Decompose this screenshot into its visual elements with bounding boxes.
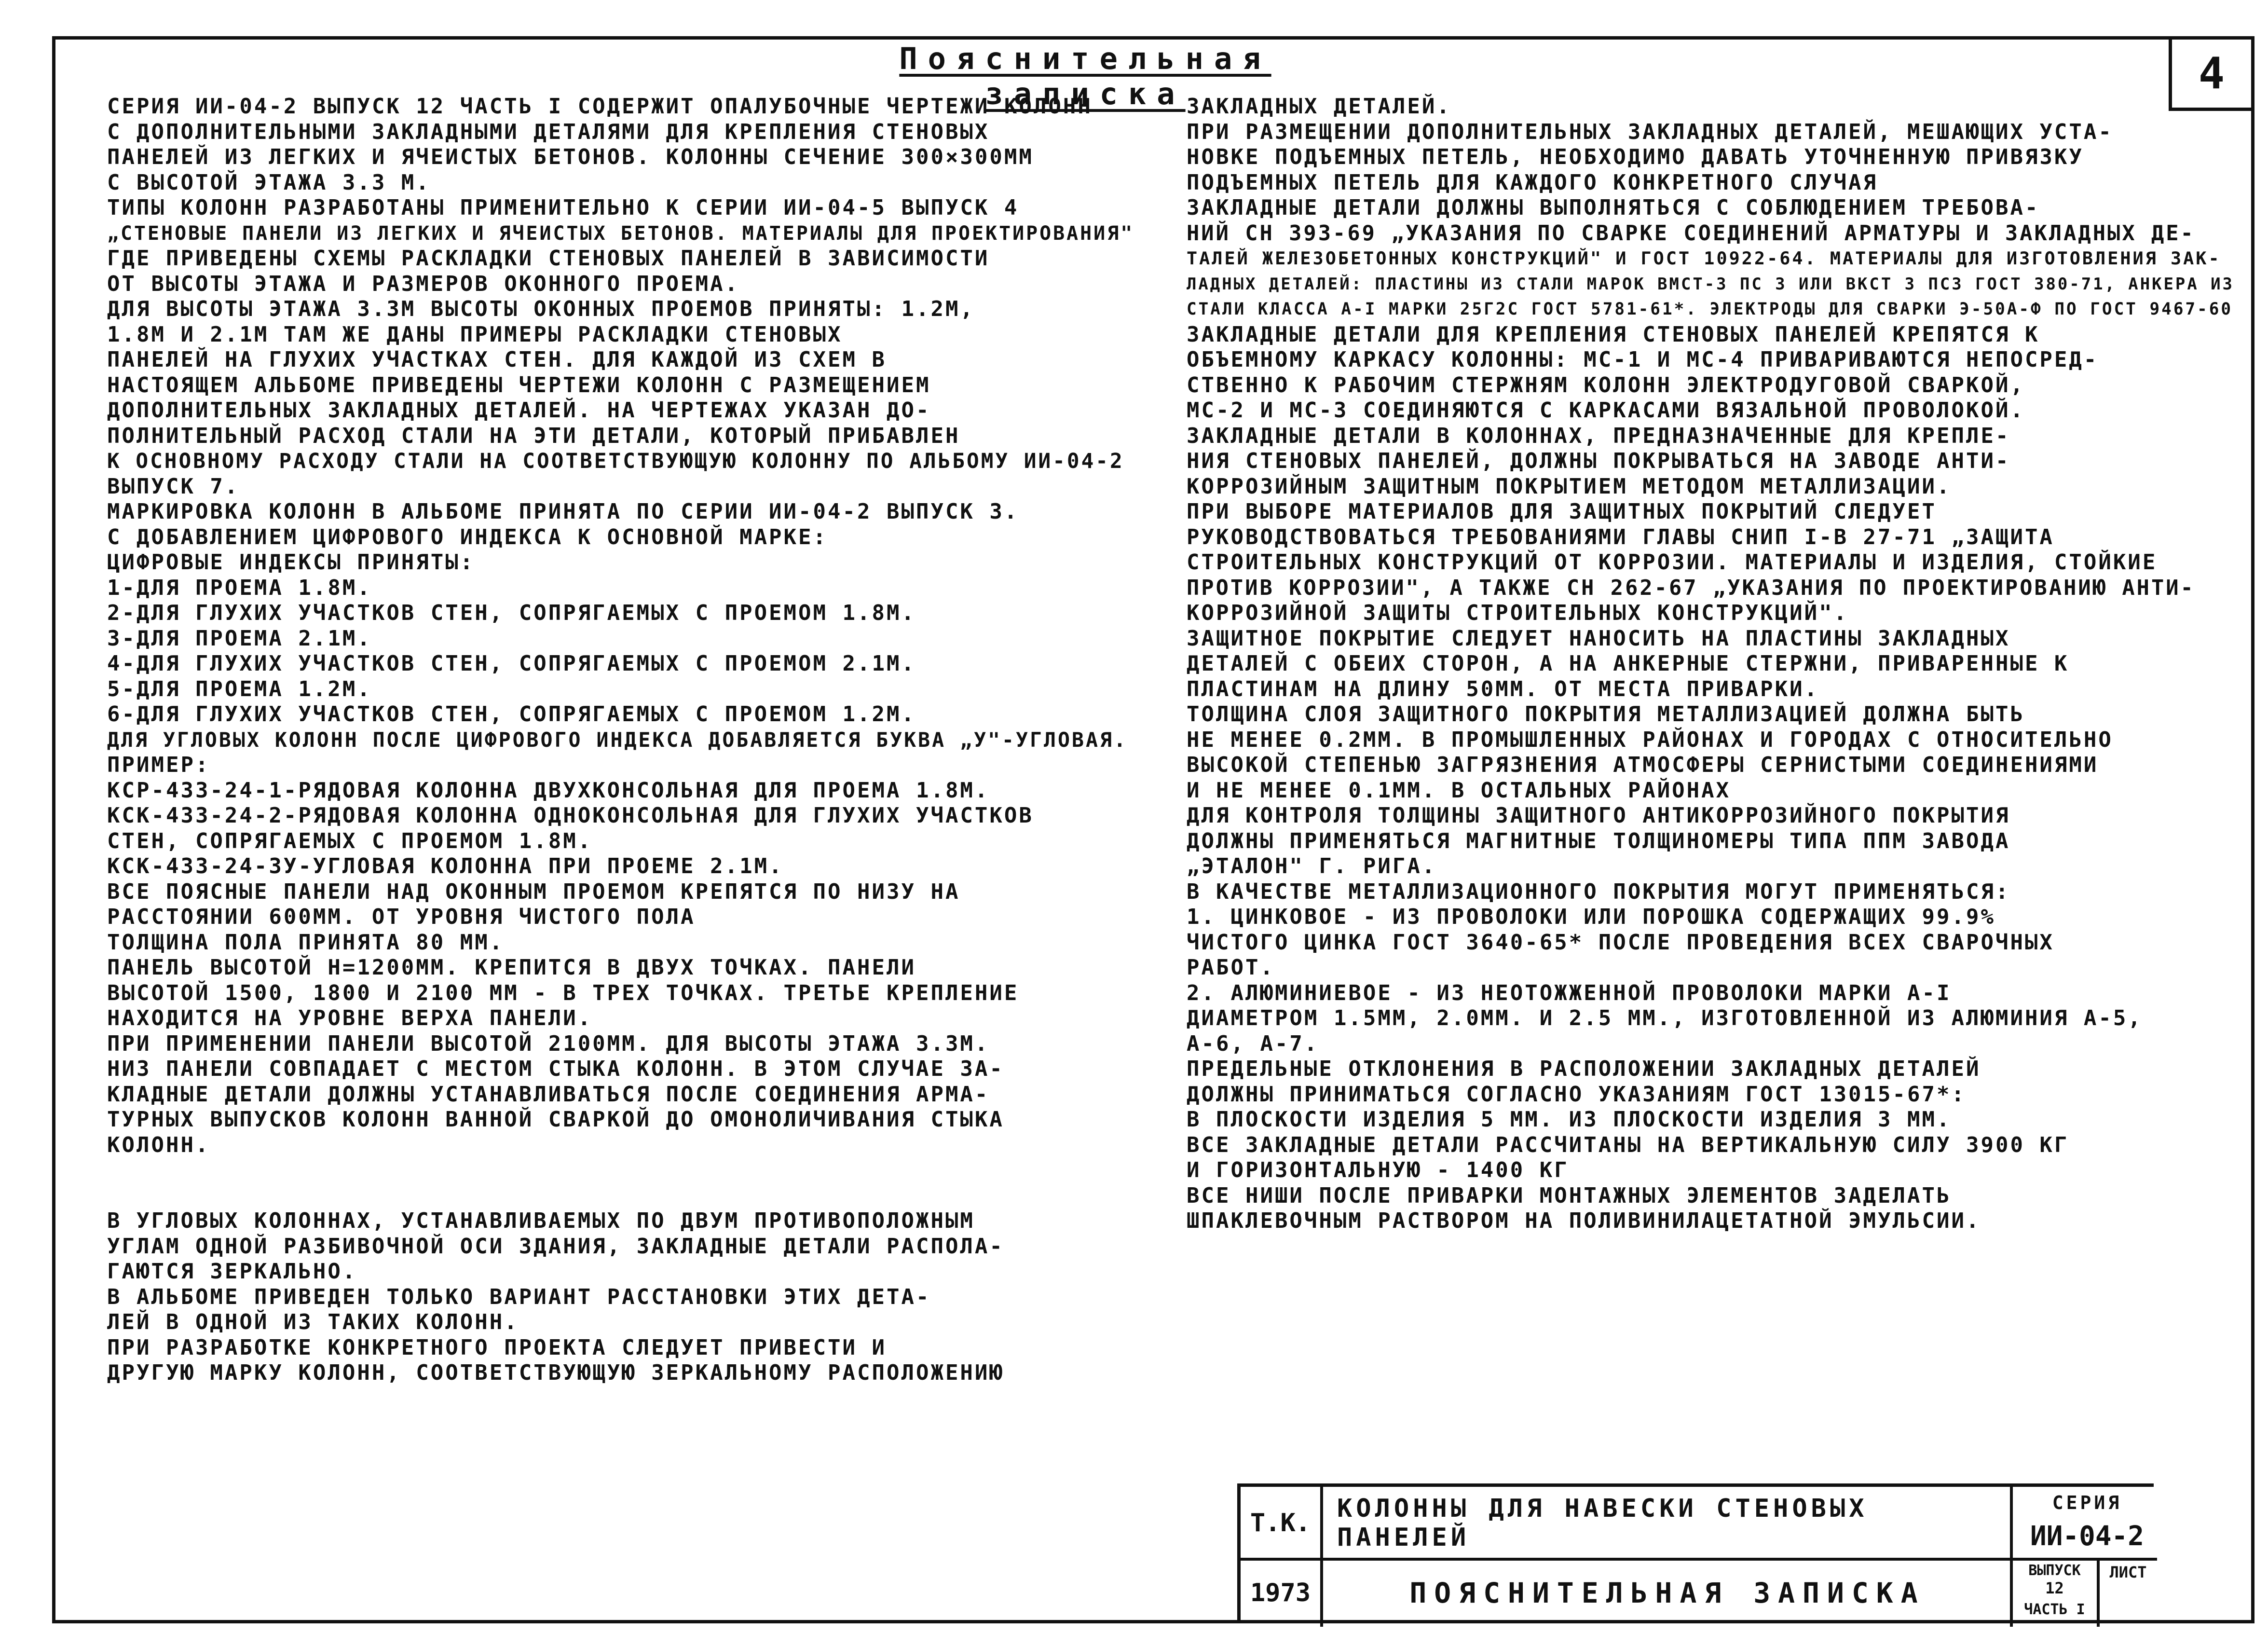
text-line: ПЛАСТИНАМ НА ДЛИНУ 50ММ. ОТ МЕСТА ПРИВАРКИ.	[1187, 676, 1819, 701]
text-line: ТОЛЩИНА ПОЛА ПРИНЯТА 80 ММ.	[107, 930, 505, 955]
text-line: 4-ДЛЯ ГЛУХИХ УЧАСТКОВ СТЕН, СОПРЯГАЕМЫХ С ПРОЕМОМ 2.1М.	[107, 651, 916, 676]
text-line: ПАНЕЛЬ ВЫСОТОЙ Н=1200ММ. КРЕПИТСЯ В ДВУХ ТОЧКАХ. ПАНЕЛИ	[107, 955, 916, 980]
text-line: КСК-433-24-3У-УГЛОВАЯ КОЛОННА ПРИ ПРОЕМЕ 2.1М.	[107, 854, 784, 878]
text-line: СТЕН, СОПРЯГАЕМЫХ С ПРОЕМОМ 1.8М.	[107, 828, 593, 853]
text-line: ДИАМЕТРОМ 1.5ММ, 2.0ММ. И 2.5 ММ., ИЗГОТОВЛЕННОЙ ИЗ АЛЮМИНИЯ А-5,	[1187, 1006, 2143, 1030]
stamp-sheet-label: ЛИСТ	[2109, 1563, 2147, 1581]
text-line: СТРОИТЕЛЬНЫХ КОНСТРУКЦИЙ ОТ КОРРОЗИИ. МАТЕРИАЛЫ И ИЗДЕЛИЯ, СТОЙКИЕ	[1187, 550, 2158, 575]
stamp-series-label: СЕРИЯ	[2052, 1492, 2122, 1513]
text-line: „СТЕНОВЫЕ ПАНЕЛИ ИЗ ЛЕГКИХ И ЯЧЕИСТЫХ БЕТОНОВ. МАТЕРИАЛЫ ДЛЯ ПРОЕКТИРОВАНИЯ"	[107, 222, 1134, 245]
text-line: ЗАКЛАДНЫЕ ДЕТАЛИ ДЛЯ КРЕПЛЕНИЯ СТЕНОВЫХ ПАНЕЛЕЙ КРЕПЯТСЯ К	[1187, 322, 2040, 347]
document-title: Пояснительная записка	[899, 41, 1271, 111]
right-text-column	[1187, 94, 2234, 1234]
text-line: ЗАКЛАДНЫЕ ДЕТАЛИ В КОЛОННАХ, ПРЕДНАЗНАЧЕННЫЕ ДЛЯ КРЕПЛЕ-	[1187, 423, 2010, 448]
text-line: НИЙ СН 393-69 „УКАЗАНИЯ ПО СВАРКЕ СОЕДИНЕНИЙ АРМАТУРЫ И ЗАКЛАДНЫХ ДЕ-	[1187, 220, 2195, 246]
text-line: КСР-433-24-1-РЯДОВАЯ КОЛОННА ДВУХКОНСОЛЬНАЯ ДЛЯ ПРОЕМА 1.8М.	[107, 778, 990, 803]
text-line: ПОЛНИТЕЛЬНЫЙ РАСХОД СТАЛИ НА ЭТИ ДЕТАЛИ, КОТОРЫЙ ПРИБАВЛЕН	[107, 423, 960, 448]
text-line: НИЗ ПАНЕЛИ СОВПАДАЕТ С МЕСТОМ СТЫКА КОЛОНН. В ЭТОМ СЛУЧАЕ ЗА-	[107, 1057, 1004, 1081]
text-line: РАССТОЯНИИ 600ММ. ОТ УРОВНЯ ЧИСТОГО ПОЛА	[107, 905, 696, 929]
text-line: НИЯ СТЕНОВЫХ ПАНЕЛЕЙ, ДОЛЖНЫ ПОКРЫВАТЬСЯ НА ЗАВОДЕ АНТИ-	[1187, 449, 2010, 473]
text-line: И ГОРИЗОНТАЛЬНУЮ - 1400 КГ	[1187, 1158, 1569, 1182]
text-line: А-6, А-7.	[1187, 1031, 1319, 1056]
page-number: 4	[2169, 36, 2254, 111]
text-line: И НЕ МЕНЕЕ 0.1ММ. В ОСТАЛЬНЫХ РАЙОНАХ	[1187, 778, 1731, 803]
text-line: РАБОТ.	[1187, 955, 1275, 980]
text-line: ПРИ РАЗМЕЩЕНИИ ДОПОЛНИТЕЛЬНЫХ ЗАКЛАДНЫХ ДЕТАЛЕЙ, МЕШАЮЩИХ УСТА-	[1187, 119, 2113, 144]
text-line: С ВЫСОТОЙ ЭТАЖА 3.3 М.	[107, 170, 431, 195]
text-line: ШПАКЛЕВОЧНЫМ РАСТВОРОМ НА ПОЛИВИНИЛАЦЕТАТНОЙ ЭМУЛЬСИИ.	[1187, 1208, 1981, 1233]
text-line: 6-ДЛЯ ГЛУХИХ УЧАСТКОВ СТЕН, СОПРЯГАЕМЫХ С ПРОЕМОМ 1.2М.	[107, 702, 916, 727]
text-line: С ДОПОЛНИТЕЛЬНЫМИ ЗАКЛАДНЫМИ ДЕТАЛЯМИ ДЛЯ КРЕПЛЕНИЯ СТЕНОВЫХ	[107, 119, 990, 144]
text-line: РУКОВОДСТВОВАТЬСЯ ТРЕБОВАНИЯМИ ГЛАВЫ СНИП I-В 27-71 „ЗАЩИТА	[1187, 524, 2054, 549]
text-line: ЛЕЙ В ОДНОЙ ИЗ ТАКИХ КОЛОНН.	[107, 1310, 519, 1334]
text-line: 5-ДЛЯ ПРОЕМА 1.2М.	[107, 676, 372, 701]
text-line: ДОЛЖНЫ ПРИНИМАТЬСЯ СОГЛАСНО УКАЗАНИЯМ ГОСТ 13015-67*:	[1187, 1082, 1966, 1107]
text-line: ДЛЯ КОНТРОЛЯ ТОЛЩИНЫ ЗАЩИТНОГО АНТИКОРРОЗИЙНОГО ПОКРЫТИЯ	[1187, 803, 2010, 828]
stamp-sheet-name: ПОЯСНИТЕЛЬНАЯ ЗАПИСКА	[1409, 1577, 1926, 1609]
text-line: ДРУГУЮ МАРКУ КОЛОНН, СООТВЕТСТВУЮЩУЮ ЗЕРКАЛЬНОМУ РАСПОЛОЖЕНИЮ	[107, 1360, 1004, 1385]
text-line: ДОЛЖНЫ ПРИМЕНЯТЬСЯ МАГНИТНЫЕ ТОЛЩИНОМЕРЫ ТИПА ППМ ЗАВОДА	[1187, 828, 2010, 853]
text-line: ДЛЯ УГЛОВЫХ КОЛОНН ПОСЛЕ ЦИФРОВОГО ИНДЕКСА ДОБАВЛЯЕТСЯ БУКВА „У"-УГЛОВАЯ.	[107, 727, 1128, 752]
text-line: НЕ МЕНЕЕ 0.2ММ. В ПРОМЫШЛЕННЫХ РАЙОНАХ И ГОРОДАХ С ОТНОСИТЕЛЬНО	[1187, 727, 2113, 752]
text-line: 1. ЦИНКОВОЕ - ИЗ ПРОВОЛОКИ ИЛИ ПОРОШКА СОДЕРЖАЩИХ 99.9%	[1187, 905, 1995, 929]
text-line: ПРИМЕР:	[107, 753, 210, 777]
text-line: СТВЕННО К РАБОЧИМ СТЕРЖНЯМ КОЛОНН ЭЛЕКТРОДУГОВОЙ СВАРКОЙ,	[1187, 372, 2025, 398]
text-line: 2-ДЛЯ ГЛУХИХ УЧАСТКОВ СТЕН, СОПРЯГАЕМЫХ С ПРОЕМОМ 1.8М.	[107, 601, 916, 625]
text-line: „ЭТАЛОН" Г. РИГА.	[1187, 854, 1437, 878]
stamp-tk: Т.К.	[1250, 1509, 1311, 1537]
text-line: В УГЛОВЫХ КОЛОННАХ, УСТАНАВЛИВАЕМЫХ ПО ДВУМ ПРОТИВОПОЛОЖНЫМ	[107, 1208, 975, 1233]
text-line: ЦИФРОВЫЕ ИНДЕКСЫ ПРИНЯТЫ:	[107, 550, 475, 575]
text-line: ВЫСОТОЙ 1500, 1800 И 2100 ММ - В ТРЕХ ТОЧКАХ. ТРЕТЬЕ КРЕПЛЕНИЕ	[107, 980, 1019, 1005]
text-line: ЧИСТОГО ЦИНКА ГОСТ 3640-65* ПОСЛЕ ПРОВЕДЕНИЯ ВСЕХ СВАРОЧНЫХ	[1187, 930, 2054, 955]
text-line: НАХОДИТСЯ НА УРОВНЕ ВЕРХА ПАНЕЛИ.	[107, 1006, 593, 1030]
text-line: 2. АЛЮМИНИЕВОЕ - ИЗ НЕОТОЖЖЕННОЙ ПРОВОЛОКИ МАРКИ А-I	[1187, 980, 1952, 1005]
text-line: КСК-433-24-2-РЯДОВАЯ КОЛОННА ОДНОКОНСОЛЬНАЯ ДЛЯ ГЛУХИХ УЧАСТКОВ	[107, 803, 1034, 828]
text-line: ПАНЕЛЕЙ ИЗ ЛЕГКИХ И ЯЧЕИСТЫХ БЕТОНОВ. КОЛОННЫ СЕЧЕНИЕ 300×300ММ	[107, 145, 1034, 169]
text-line: ТАЛЕЙ ЖЕЛЕЗОБЕТОННЫХ КОНСТРУКЦИЙ" И ГОСТ 10922-64. МАТЕРИАЛЫ ДЛЯ ИЗГОТОВЛЕНИЯ ЗАК-	[1187, 248, 2221, 269]
text-line: 3-ДЛЯ ПРОЕМА 2.1М.	[107, 626, 372, 651]
text-line: ДЕТАЛЕЙ С ОБЕИХ СТОРОН, А НА АНКЕРНЫЕ СТЕРЖНИ, ПРИВАРЕННЫЕ К	[1187, 651, 2069, 676]
text-line: СТАЛИ КЛАССА А-I МАРКИ 25Г2С ГОСТ 5781-61*. ЭЛЕКТРОДЫ ДЛЯ СВАРКИ Э-50А-Ф ПО ГОСТ 9467-60	[1187, 300, 2233, 319]
text-line: КОРРОЗИЙНЫМ ЗАЩИТНЫМ ПОКРЫТИЕМ МЕТОДОМ МЕТАЛЛИЗАЦИИ.	[1187, 474, 1952, 499]
text-line: ОБЪЕМНОМУ КАРКАСУ КОЛОННЫ: МС-1 И МС-4 ПРИВАРИВАЮТСЯ НЕПОСРЕД-	[1187, 347, 2099, 372]
text-line: КОРРОЗИЙНОЙ ЗАЩИТЫ СТРОИТЕЛЬНЫХ КОНСТРУКЦИЙ".	[1187, 601, 1849, 625]
text-line: ВЫПУСК 7.	[107, 474, 240, 499]
text-line: ВЫСОКОЙ СТЕПЕНЬЮ ЗАГРЯЗНЕНИЯ АТМОСФЕРЫ СЕРНИСТЫМИ СОЕДИНЕНИЯМИ	[1187, 753, 2099, 777]
stamp-series-value: ИИ-04-2	[2030, 1521, 2144, 1552]
text-line: КЛАДНЫЕ ДЕТАЛИ ДОЛЖНЫ УСТАНАВЛИВАТЬСЯ ПОСЛЕ СОЕДИНЕНИЯ АРМА-	[107, 1082, 990, 1107]
text-line: ВСЕ НИШИ ПОСЛЕ ПРИВАРКИ МОНТАЖНЫХ ЭЛЕМЕНТОВ ЗАДЕЛАТЬ	[1187, 1183, 1952, 1208]
text-line: 1-ДЛЯ ПРОЕМА 1.8М.	[107, 575, 372, 600]
text-line: МАРКИРОВКА КОЛОНН В АЛЬБОМЕ ПРИНЯТА ПО СЕРИИ ИИ-04-2 ВЫПУСК 3.	[107, 499, 1019, 524]
text-line: ДЛЯ ВЫСОТЫ ЭТАЖА 3.3М ВЫСОТЫ ОКОННЫХ ПРОЕМОВ ПРИНЯТЫ: 1.2М,	[107, 297, 975, 321]
text-line: МС-2 И МС-3 СОЕДИНЯЮТСЯ С КАРКАСАМИ ВЯЗАЛЬНОЙ ПРОВОЛОКОЙ.	[1187, 398, 2025, 423]
text-line: ПАНЕЛЕЙ НА ГЛУХИХ УЧАСТКАХ СТЕН. ДЛЯ КАЖДОЙ ИЗ СХЕМ В	[107, 347, 887, 372]
text-line: ПОДЪЕМНЫХ ПЕТЕЛЬ ДЛЯ КАЖДОГО КОНКРЕТНОГО СЛУЧАЯ	[1187, 170, 1878, 195]
stamp-issue-value: 12	[2045, 1579, 2064, 1597]
text-line: ОТ ВЫСОТЫ ЭТАЖА И РАЗМЕРОВ ОКОННОГО ПРОЕМА.	[107, 271, 740, 296]
text-line: ТОЛЩИНА СЛОЯ ЗАЩИТНОГО ПОКРЫТИЯ МЕТАЛЛИЗАЦИЕЙ ДОЛЖНА БЫТЬ	[1187, 702, 2025, 727]
text-line: 1.8М И 2.1М ТАМ ЖЕ ДАНЫ ПРИМЕРЫ РАСКЛАДКИ СТЕНОВЫХ	[107, 322, 843, 347]
text-line: В ПЛОСКОСТИ ИЗДЕЛИЯ 5 ММ. ИЗ ПЛОСКОСТИ ИЗДЕЛИЯ 3 ММ.	[1187, 1107, 1952, 1132]
text-line	[107, 1158, 1120, 1208]
text-line: ЗАКЛАДНЫХ ДЕТАЛЕЙ.	[1187, 94, 1451, 119]
text-line: ГАЮТСЯ ЗЕРКАЛЬНО.	[107, 1259, 357, 1284]
left-text-column	[107, 94, 1134, 1386]
text-line: НАСТОЯЩЕМ АЛЬБОМЕ ПРИВЕДЕНЫ ЧЕРТЕЖИ КОЛОНН С РАЗМЕЩЕНИЕМ	[107, 372, 931, 398]
text-line: ЛАДНЫХ ДЕТАЛЕЙ: ПЛАСТИНЫ ИЗ СТАЛИ МАРОК ВМСТ-3 ПС 3 ИЛИ ВКСТ 3 ПС3 ГОСТ 380-71, АНКЕРА ИЗ	[1187, 274, 2234, 293]
text-line: ВСЕ ПОЯСНЫЕ ПАНЕЛИ НАД ОКОННЫМ ПРОЕМОМ КРЕПЯТСЯ ПО НИЗУ НА	[107, 879, 960, 904]
text-line: В КАЧЕСТВЕ МЕТАЛЛИЗАЦИОННОГО ПОКРЫТИЯ МОГУТ ПРИМЕНЯТЬСЯ:	[1187, 879, 2010, 904]
text-line: С ДОБАВЛЕНИЕМ ЦИФРОВОГО ИНДЕКСА К ОСНОВНОЙ МАРКЕ:	[107, 524, 828, 549]
title-block-stamp	[1237, 1483, 2154, 1623]
text-line: КОЛОНН.	[107, 1132, 210, 1157]
stamp-divider	[1320, 1487, 1323, 1627]
text-line: ВСЕ ЗАКЛАДНЫЕ ДЕТАЛИ РАССЧИТАНЫ НА ВЕРТИКАЛЬНУЮ СИЛУ 3900 КГ	[1187, 1132, 2069, 1157]
stamp-drawing-name: КОЛОННЫ ДЛЯ НАВЕСКИ СТЕНОВЫХ ПАНЕЛЕЙ	[1337, 1494, 1868, 1552]
stamp-issue-label: ВЫПУСК	[2028, 1562, 2081, 1579]
text-line: К ОСНОВНОМУ РАСХОДУ СТАЛИ НА СООТВЕТСТВУЮЩУЮ КОЛОННУ ПО АЛЬБОМУ ИИ-04-2	[107, 449, 1124, 473]
text-line: В АЛЬБОМЕ ПРИВЕДЕН ТОЛЬКО ВАРИАНТ РАССТАНОВКИ ЭТИХ ДЕТА-	[107, 1284, 931, 1309]
text-line: ЗАКЛАДНЫЕ ДЕТАЛИ ДОЛЖНЫ ВЫПОЛНЯТЬСЯ С СОБЛЮДЕНИЕМ ТРЕБОВА-	[1187, 195, 2040, 220]
text-line: ТИПЫ КОЛОНН РАЗРАБОТАНЫ ПРИМЕНИТЕЛЬНО К СЕРИИ ИИ-04-5 ВЫПУСК 4	[107, 195, 1019, 220]
stamp-part-label: ЧАСТЬ I	[2024, 1601, 2085, 1618]
stamp-year: 1973	[1250, 1578, 1311, 1607]
text-line: ПРИ ПРИМЕНЕНИИ ПАНЕЛИ ВЫСОТОЙ 2100ММ. ДЛЯ ВЫСОТЫ ЭТАЖА 3.3М.	[107, 1031, 990, 1056]
text-line: СЕРИЯ ИИ-04-2 ВЫПУСК 12 ЧАСТЬ I СОДЕРЖИТ ОПАЛУБОЧНЫЕ ЧЕРТЕЖИ КОЛОНН	[107, 94, 1093, 119]
text-line: ПРИ ВЫБОРЕ МАТЕРИАЛОВ ДЛЯ ЗАЩИТНЫХ ПОКРЫТИЙ СЛЕДУЕТ	[1187, 499, 1937, 524]
text-line: ДОПОЛНИТЕЛЬНЫХ ЗАКЛАДНЫХ ДЕТАЛЕЙ. НА ЧЕРТЕЖАХ УКАЗАН ДО-	[107, 398, 931, 423]
text-line: ТУРНЫХ ВЫПУСКОВ КОЛОНН ВАННОЙ СВАРКОЙ ДО ОМОНОЛИЧИВАНИЯ СТЫКА	[107, 1107, 1004, 1132]
text-line: ГДЕ ПРИВЕДЕНЫ СХЕМЫ РАСКЛАДКИ СТЕНОВЫХ ПАНЕЛЕЙ В ЗАВИСИМОСТИ	[107, 246, 990, 271]
text-line: ПРИ РАЗРАБОТКЕ КОНКРЕТНОГО ПРОЕКТА СЛЕДУЕТ ПРИВЕСТИ И	[107, 1335, 887, 1360]
text-line: НОВКЕ ПОДЪЕМНЫХ ПЕТЕЛЬ, НЕОБХОДИМО ДАВАТЬ УТОЧНЕННУЮ ПРИВЯЗКУ	[1187, 145, 2084, 169]
text-line: ЗАЩИТНОЕ ПОКРЫТИЕ СЛЕДУЕТ НАНОСИТЬ НА ПЛАСТИНЫ ЗАКЛАДНЫХ	[1187, 626, 2010, 651]
text-line: ПРЕДЕЛЬНЫЕ ОТКЛОНЕНИЯ В РАСПОЛОЖЕНИИ ЗАКЛАДНЫХ ДЕТАЛЕЙ	[1187, 1057, 1981, 1081]
text-line: ПРОТИВ КОРРОЗИИ", А ТАКЖЕ СН 262-67 „УКАЗАНИЯ ПО ПРОЕКТИРОВАНИЮ АНТИ-	[1187, 575, 2195, 600]
text-line: УГЛАМ ОДНОЙ РАЗБИВОЧНОЙ ОСИ ЗДАНИЯ, ЗАКЛАДНЫЕ ДЕТАЛИ РАСПОЛА-	[107, 1234, 1004, 1259]
